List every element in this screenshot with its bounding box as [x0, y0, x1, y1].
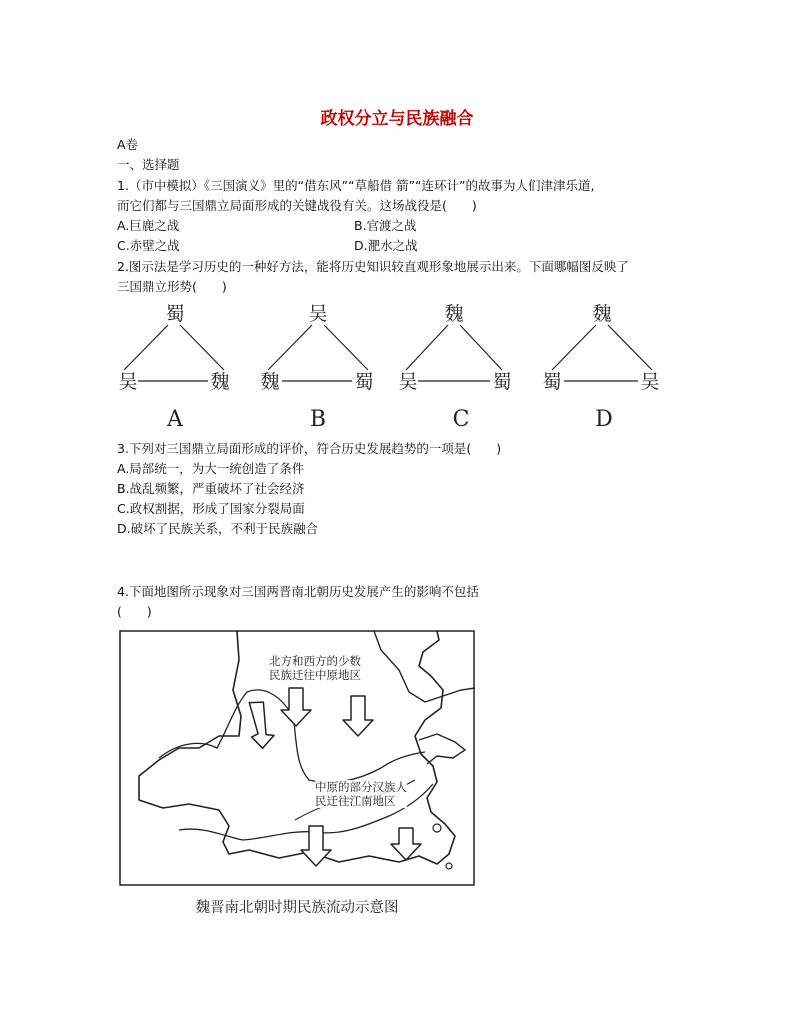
diagram-c-right: 蜀 — [492, 371, 512, 393]
q1-option-d: D.淝水之战 — [354, 238, 418, 253]
migration-map — [119, 630, 475, 916]
diagram-d-right: 吴 — [640, 371, 660, 393]
diagram-a-top: 蜀 — [165, 303, 185, 325]
diagram-d-label: D — [595, 407, 613, 432]
map-label-north-line1: 北方和西方的少数 — [269, 654, 361, 668]
q1-option-b: B.官渡之战 — [354, 218, 417, 233]
diagram-a-left: 吴 — [118, 371, 138, 393]
map-label-south-line1: 中原的部分汉族人 — [315, 780, 407, 794]
q2-stem-line2: 三国鼎立形势( ) — [117, 279, 227, 294]
diagram-b-right: 蜀 — [354, 371, 374, 393]
q3-option-b: B.战乱频繁，严重破坏了社会经济 — [117, 481, 305, 496]
diagram-d-left: 蜀 — [542, 371, 562, 393]
diagram-c-top: 魏 — [444, 303, 464, 325]
diagram-a-label: A — [167, 407, 183, 432]
map-caption: 魏晋南北朝时期民族流动示意图 — [195, 900, 399, 916]
diagram-b — [260, 303, 373, 432]
page-title: 政权分立与民族融合 — [320, 109, 474, 129]
diagram-c-left: 吴 — [398, 371, 418, 393]
diagram-d-top: 魏 — [592, 303, 612, 325]
section-label: A卷 — [117, 137, 139, 152]
q4-stem-line2: ( ) — [117, 604, 152, 619]
diagram-a — [118, 303, 229, 432]
diagram-b-top: 吴 — [308, 303, 328, 325]
q3-option-a: A.局部统一，为大一统创造了条件 — [117, 461, 305, 476]
q1-stem-line1: 1.（市中模拟）《三国演义》里的“借东风”“草船借 箭”“连环计”的故事为人们津津乐道, — [117, 178, 595, 193]
diagram-b-label: B — [309, 407, 327, 432]
q1-stem-line2: 而它们都与三国鼎立局面形成的关键战役有关。这场战役是( ) — [117, 198, 477, 213]
map-label-south-line2: 民迁往江南地区 — [315, 794, 396, 808]
q3-option-d: D.破坏了民族关系，不利于民族融合 — [117, 521, 319, 536]
diagram-d — [542, 303, 659, 432]
q3-option-c: C.政权割据，形成了国家分裂局面 — [117, 501, 305, 516]
q1-option-a: A.巨鹿之战 — [117, 218, 180, 233]
q2-stem-line1: 2.图示法是学习历史的一种好方法，能将历史知识较直观形象地展示出来。下面哪幅图反映了 — [117, 259, 629, 274]
triangle-diagrams — [118, 300, 663, 432]
q4-stem-line1: 4.下面地图所示现象对三国两晋南北朝历史发展产生的影响不包括 — [117, 584, 479, 599]
diagram-b-left: 魏 — [260, 371, 280, 393]
part-heading: 一、选择题 — [117, 157, 180, 172]
diagram-a-right: 魏 — [210, 371, 230, 393]
q1-option-c: C.赤壁之战 — [117, 238, 180, 253]
diagram-c-label: C — [452, 407, 470, 432]
diagram-c — [398, 303, 511, 432]
q3-stem: 3.下列对三国鼎立局面形成的评价，符合历史发展趋势的一项是( ) — [117, 441, 502, 456]
map-label-north-line2: 民族迁往中原地区 — [269, 668, 361, 682]
